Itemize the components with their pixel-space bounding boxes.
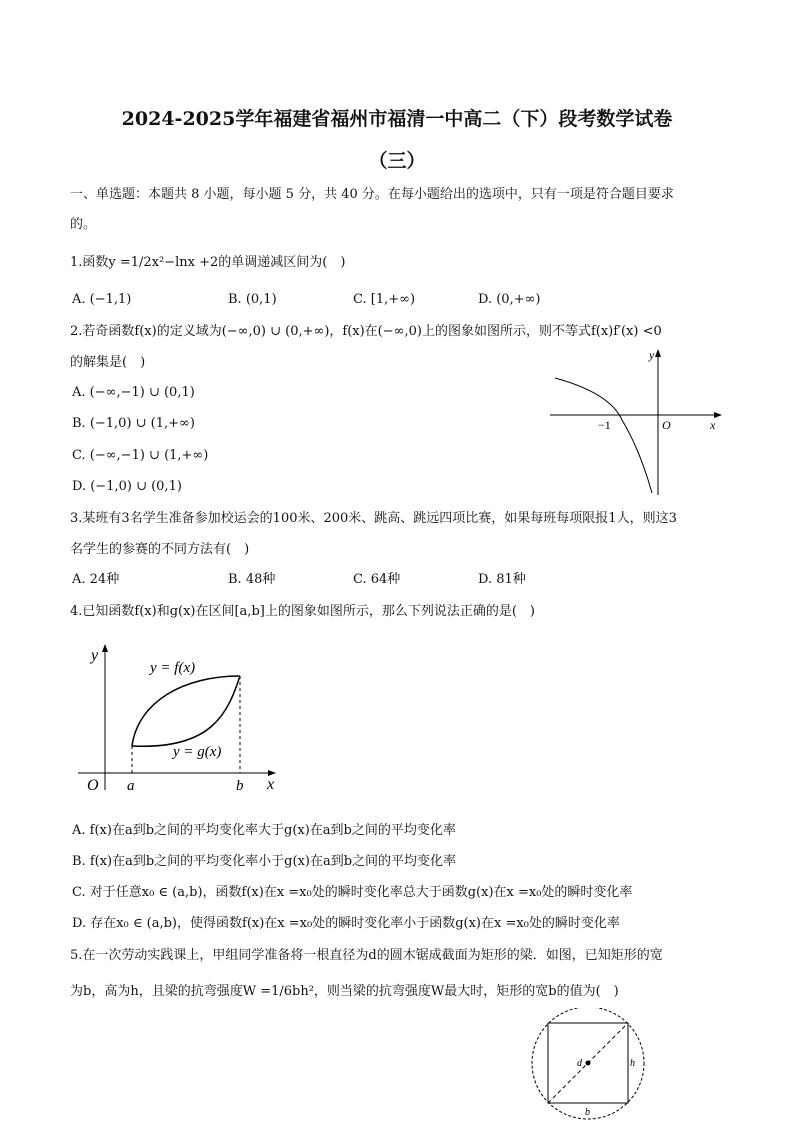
q1-option-d: D. (0,+∞) [478, 292, 541, 307]
q4-g-label: y = g(x) [173, 744, 222, 760]
q4-option-d: D. 存在x₀ ∈ (a,b)，使得函数f(x)在x =x₀处的瞬时变化率小于函数g(x)在x =x₀处的瞬时变化率 [72, 916, 620, 931]
q5-b-label: b [585, 1107, 590, 1118]
q4-a-label: a [127, 778, 135, 794]
q2-y-label: y [649, 348, 655, 362]
q4-x-label: x [267, 776, 275, 793]
q2-option-c: C. (−∞,−1) ∪ (1,+∞) [72, 448, 209, 463]
q5-h-label: h [630, 1058, 635, 1069]
section-header-cont: 的。 [70, 217, 97, 232]
q4-option-b: B. f(x)在a到b之间的平均变化率小于g(x)在a到b之间的平均变化率 [72, 854, 457, 869]
q5-d-label: d [577, 1058, 582, 1069]
q4-option-c: C. 对于任意x₀ ∈ (a,b)，函数f(x)在x =x₀处的瞬时变化率总大于函数g(x)在x =x₀处的瞬时变化率 [72, 885, 633, 900]
q4-option-a: A. f(x)在a到b之间的平均变化率大于g(x)在a到b之间的平均变化率 [72, 823, 456, 838]
section-header: 一、单选题：本题共 8 小题，每小题 5 分，共 40 分。在每小题给出的选项中，只有一项是符合题目要求 [70, 187, 674, 202]
q2-graph [550, 345, 730, 495]
q1-stem: 1.函数y =1/2x²−lnx +2的单调递减区间为( ) [70, 255, 346, 270]
q2-stem-cont: 的解集是( ) [70, 355, 146, 370]
exam-title-part: （三） [368, 150, 426, 172]
q5-figure [528, 1008, 648, 1123]
q3-stem-cont: 名学生的参赛的不同方法有( ) [70, 542, 250, 557]
q3-stem: 3.某班有3名学生准备参加校运会的100米、200米、跳高、跳远四项比赛，如果每班每项限报1人，则这3 [70, 511, 677, 526]
exam-title: 2024-2025学年福建省福州市福清一中高二（下）段考数学试卷 [121, 108, 673, 130]
q4-b-label: b [236, 778, 244, 794]
q2-option-a: A. (−∞,−1) ∪ (0,1) [72, 385, 195, 400]
q4-stem: 4.已知函数f(x)和g(x)在区间[a,b]上的图象如图所示，那么下列说法正确的是( ) [70, 604, 535, 619]
q2-option-b: B. (−1,0) ∪ (1,+∞) [72, 416, 195, 431]
q4-graph [78, 640, 288, 800]
q4-y-label: y [91, 647, 99, 664]
q3-option-a: A. 24种 [72, 572, 120, 587]
q2-stem: 2.若奇函数f(x)的定义域为(−∞,0) ∪ (0,+∞)，f(x)在(−∞,0)上的图象如图所示，则不等式f(x)f′(x) <0 [70, 324, 662, 339]
q3-option-d: D. 81种 [478, 572, 526, 587]
q2-minus-one-label: −1 [598, 418, 611, 432]
q4-origin-label: O [87, 777, 99, 794]
q5-stem: 5.在一次劳动实践课上，甲组同学准备将一根直径为d的圆木锯成截面为矩形的梁．如图，已知矩形的宽 [70, 948, 663, 963]
q2-origin-label: O [662, 418, 671, 432]
q2-option-d: D. (−1,0) ∪ (0,1) [72, 479, 182, 494]
q4-f-label: y = f(x) [150, 660, 196, 676]
q5-stem-cont: 为b，高为h，且梁的抗弯强度W =1/6bh²，则当梁的抗弯强度W最大时，矩形的宽b的值为( ) [70, 984, 619, 999]
q1-option-c: C. [1,+∞) [353, 292, 416, 307]
q3-option-b: B. 48种 [228, 572, 276, 587]
q3-option-c: C. 64种 [353, 572, 401, 587]
q2-x-label: x [710, 418, 716, 432]
q1-option-a: A. (−1,1) [72, 292, 132, 307]
q1-option-b: B. (0,1) [228, 292, 277, 307]
